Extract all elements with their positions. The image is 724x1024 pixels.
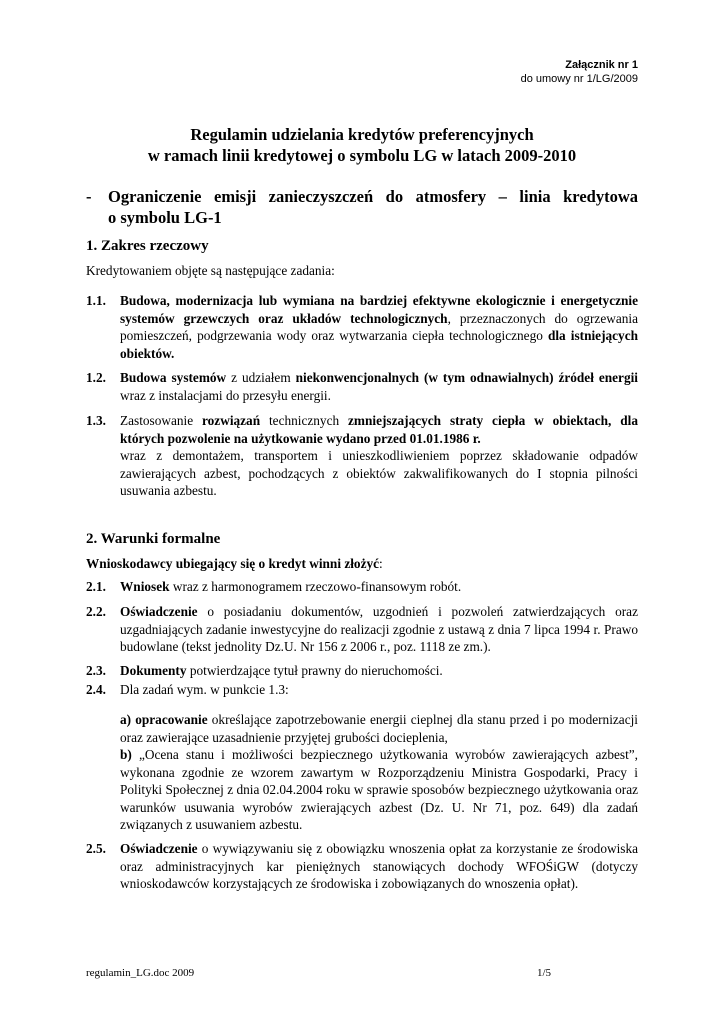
bold-text: Oświadczenie [120, 604, 198, 619]
item-number: 1.1. [86, 293, 106, 308]
bold-text: a) opracowanie [120, 712, 208, 727]
plain-text: wraz z harmonogramem rzeczowo-finansowym robót. [169, 579, 462, 594]
item-number: 2.1. [86, 579, 106, 594]
attachment-number: Załącznik nr 1 [565, 59, 638, 71]
subtitle-line-1: Ograniczenie emisji zanieczyszczeń do atmosfery – linia kredytowa [108, 187, 638, 206]
bold-text: dla istniejących obiektów. [120, 328, 638, 361]
plain-text: technicznych [260, 413, 349, 428]
item-2-4-a [120, 711, 638, 746]
bold-text: rozwiązań [202, 413, 261, 428]
agreement-reference: do umowy nr 1/LG/2009 [520, 73, 638, 85]
item-number: 1.2. [86, 370, 106, 385]
bold-text: b) [120, 747, 132, 762]
plain-text: „Ocena stanu i możliwości bezpiecznego użytkowania wyrobów zawierających azbest”, wykonana zgodnie ze wzorem zawartym w Rozporządzeniu Ministra Gospodarki, Pracy i Polityki Społecznej z dnia 02.04.2004 roku w sprawie sposobów bezpiecznego użytkowania oraz warunków usuwania wyrobów zwierających azbest (Dz. U. Nr 71, poz. 649) dla zadań związanych z usuwaniem azbestu. [120, 747, 638, 832]
plain-text: określające zapotrzebowanie energii cieplnej dla stanu przed i po modernizacji oraz zawierające uzasadnienie przyjętej grubości docieplenia, [120, 712, 638, 745]
bold-text: zmniejszających straty ciepła w obiektach, dla których pozwolenie na użytkowanie wydano przed 01.01.1986 r. [120, 413, 638, 446]
page-number: 1/5 [537, 967, 552, 979]
item-number: 2.3. [86, 663, 106, 678]
plain-text: o wywiązywaniu się z obowiązku wnoszenia opłat za korzystanie ze środowiska oraz administracyjnych kar pieniężnych stanowiących dochody WFOŚiGW (dotyczy wnioskodawców korzystających ze środowiska i zobowiązanych do wnoszenia opłat). [120, 841, 638, 891]
plain-text: : [379, 556, 383, 571]
plain-text: z udziałem [226, 370, 296, 385]
section-2-intro [86, 555, 383, 573]
section-1-heading: 1. Zakres rzeczowy [86, 238, 209, 254]
item-number: 2.5. [86, 841, 106, 856]
section-2-heading: 2. Warunki formalne [86, 531, 221, 547]
title-line-2: w ramach linii kredytowej o symbolu LG w latach 2009-2010 [147, 146, 577, 165]
item-2-4-b [120, 746, 638, 834]
item-2-5-text [120, 840, 638, 893]
plain-text: Zastosowanie [120, 413, 202, 428]
item-number: 1.3. [86, 413, 106, 428]
item-2-2-text [120, 603, 638, 656]
plain-text: , przeznaczonych do ogrzewania pomieszczeń, podgrzewania wody oraz wytwarzania ciepła technologicznego [120, 310, 638, 343]
bold-text: niekonwencjonalnych (w tym odnawialnych) źródeł energii [295, 370, 638, 385]
document-title [0, 124, 724, 166]
subtitle [108, 186, 638, 228]
title-line-1: Regulamin udzielania kredytów preferencyjnych [190, 125, 534, 144]
subtitle-dash: - [86, 187, 92, 206]
bold-text: Budowa, modernizacja lub wymiana na bardziej efektywne ekologicznie i energetycznie systemów grzewczych oraz układów technologicznych [120, 293, 638, 326]
subtitle-line-2: o symbolu LG-1 [108, 208, 222, 227]
item-2-4-intro: Dla zadań wym. w punkcie 1.3: [120, 682, 289, 697]
bold-text: Wnioskodawcy ubiegający się o kredyt winni złożyć [86, 556, 380, 571]
item-2-1-text [120, 578, 638, 596]
section-1-intro: Kredytowaniem objęte są następujące zadania: [86, 263, 335, 278]
item-1-3-text [120, 412, 638, 500]
plain-text: wraz z instalacjami do przesyłu energii. [120, 387, 331, 403]
item-2-3-text [120, 662, 638, 680]
attachment-header [521, 58, 638, 86]
bold-text: Budowa systemów [120, 370, 227, 385]
item-1-1-text [120, 292, 638, 362]
plain-text: o posiadaniu dokumentów, uzgodnień i pozwoleń zatwierdzających oraz uzgadniających zadanie inwestycyjne do realizacji zgodnie z ustawą z dnia 7 lipca 1994 r. Prawo budowlane (tekst jednolity Dz.U. Nr 156 z 2006 r., poz. 1118 ze zm.). [120, 604, 638, 654]
footer-filename: regulamin_LG.doc 2009 [86, 967, 195, 979]
bold-text: Wniosek [120, 579, 170, 594]
item-number: 2.4. [86, 682, 106, 697]
item-number: 2.2. [86, 604, 106, 619]
bold-text: Oświadczenie [120, 841, 198, 856]
asbestos-removal-text: wraz z demontażem, transportem i unieszkodliwieniem poprzez składowanie odpadów zawierających azbest, pochodzących z obiektów zakwalifikowanych do I stopnia pilności usuwania azbestu. [120, 448, 638, 498]
item-1-2-text [120, 369, 638, 404]
bold-text: Dokumenty [120, 663, 187, 678]
plain-text: potwierdzające tytuł prawny do nieruchomości. [186, 663, 443, 678]
